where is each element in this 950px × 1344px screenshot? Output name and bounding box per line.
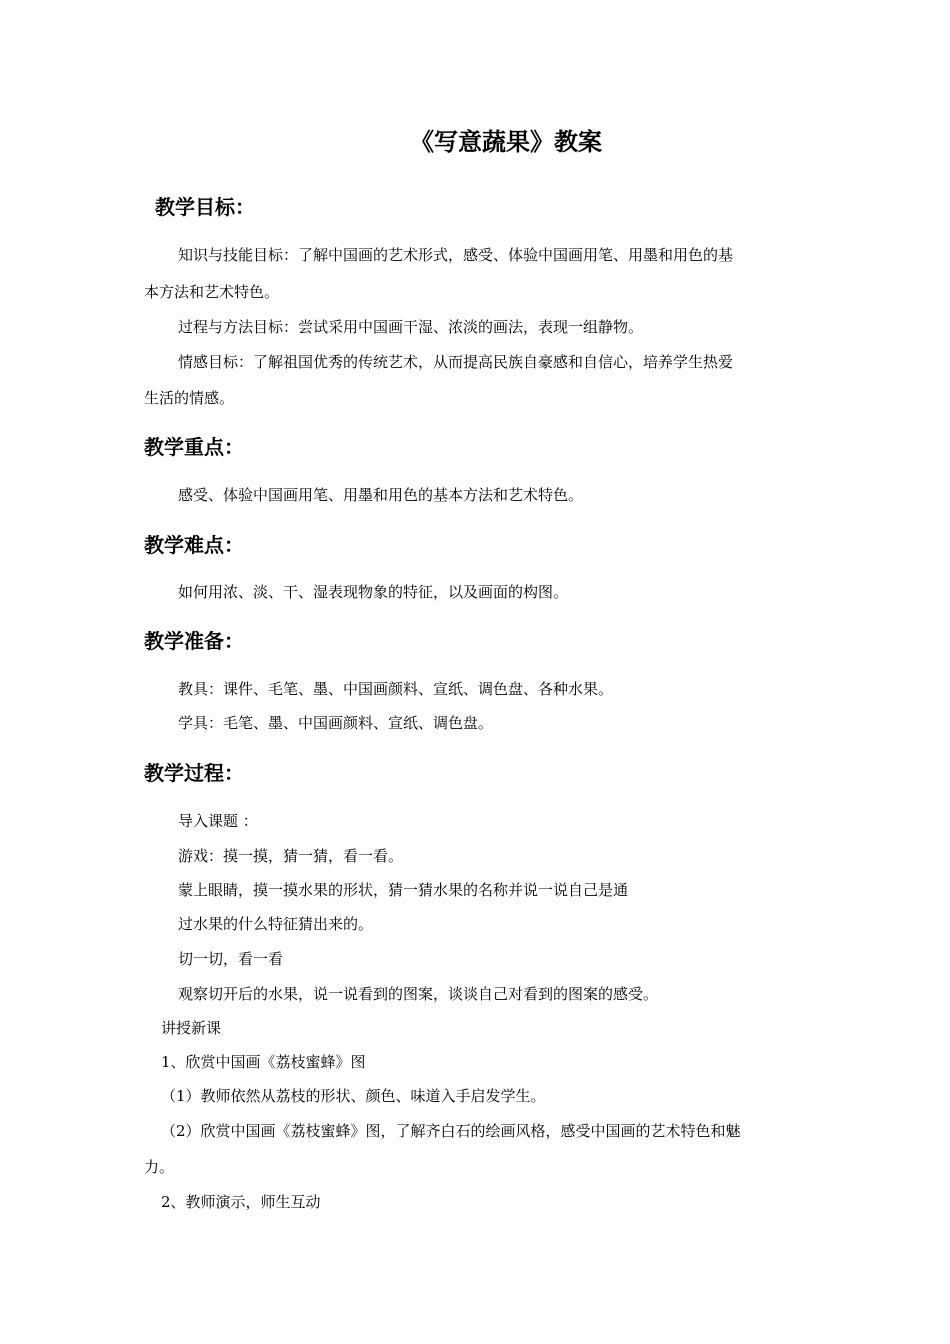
procedure-line: （1）教师依然从荔枝的形状、颜色、味道入手启发学生。 (161, 1087, 546, 1105)
procedure-line: 导入课题 ： (178, 812, 258, 830)
procedure-line: 2、教师演示，师生互动 (161, 1193, 321, 1211)
preparation-student-tools: 学具：毛笔、墨、中国画颜料、宣纸、调色盘。 (178, 714, 494, 732)
procedure-line: 游戏：摸一摸，猜一猜，看一看。 (178, 847, 404, 865)
procedure-line: 切一切，看一看 (178, 950, 284, 968)
difficulties-text: 如何用浓、淡、干、湿表现物象的特征，以及画面的构图。 (178, 583, 569, 601)
preparation-teacher-tools: 教具：课件、毛笔、墨、中国画颜料、宣纸、调色盘、各种水果。 (178, 680, 614, 698)
heading-difficulties: 教学难点： (144, 533, 244, 557)
procedure-line: 过水果的什么特征猜出来的。 (178, 915, 374, 933)
procedure-line: 力。 (144, 1158, 175, 1176)
heading-objectives: 教学目标： (155, 195, 255, 219)
objectives-emotion-line-1: 情感目标：了解祖国优秀的传统艺术，从而提高民族自豪感和自信心，培养学生热爱 (178, 353, 734, 371)
procedure-line: 1、欣赏中国画《荔枝蜜蜂》图 (161, 1053, 366, 1071)
procedure-line: 观察切开后的水果，说一说看到的图案，谈谈自己对看到的图案的感受。 (178, 985, 659, 1003)
objectives-process: 过程与方法目标：尝试采用中国画干湿、浓淡的画法，表现一组静物。 (178, 318, 644, 336)
key-points-text: 感受、体验中国画用笔、用墨和用色的基本方法和艺术特色。 (178, 486, 584, 504)
heading-key-points: 教学重点： (144, 435, 244, 459)
objectives-emotion-line-2: 生活的情感。 (144, 389, 235, 407)
objectives-knowledge-line-2: 本方法和艺术特色。 (144, 283, 280, 301)
document-title: 《写意蔬果》教案 (410, 128, 602, 156)
heading-preparation: 教学准备： (144, 629, 244, 653)
procedure-line: 讲授新课 (161, 1019, 222, 1037)
heading-procedure: 教学过程： (144, 761, 244, 785)
procedure-line: 蒙上眼睛，摸一摸水果的形状，猜一猜水果的名称并说一说自己是通 (178, 881, 629, 899)
objectives-knowledge-line-1: 知识与技能目标：了解中国画的艺术形式，感受、体验中国画用笔、用墨和用色的基 (178, 246, 734, 264)
procedure-line: （2）欣赏中国画《荔枝蜜蜂》图，了解齐白石的绘画风格，感受中国画的艺术特色和魅 (161, 1122, 741, 1140)
